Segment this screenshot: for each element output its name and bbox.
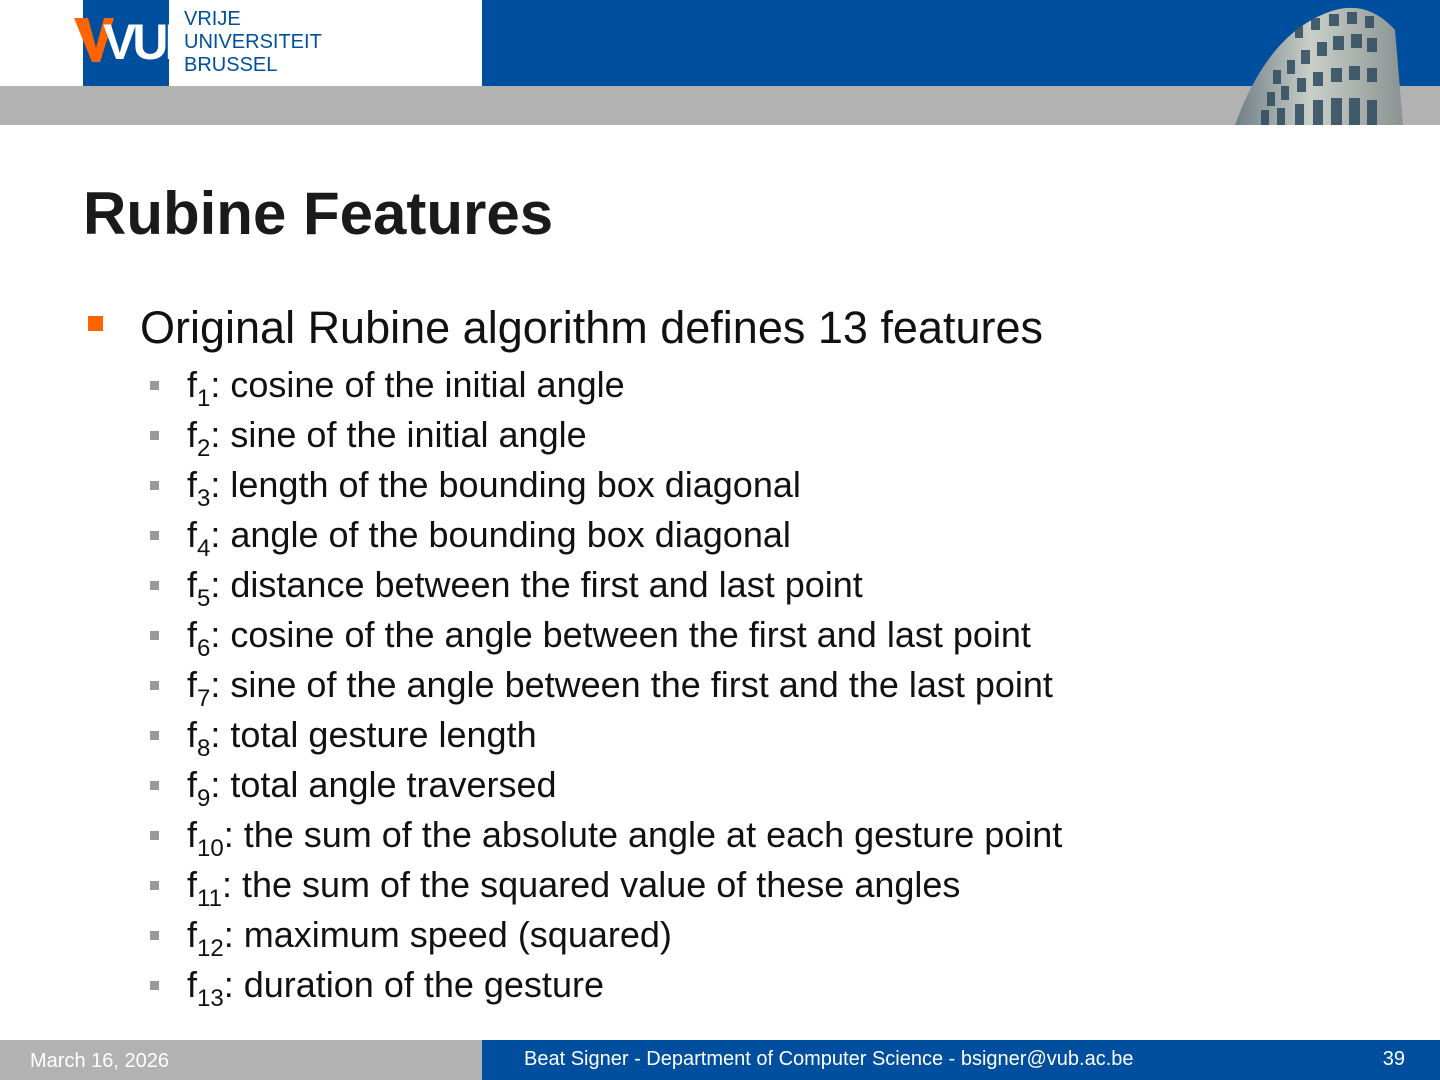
footer-date: March 16, 2026 [30,1050,169,1072]
main-bullet-text: Original Rubine algorithm defines 13 features [140,302,1044,353]
feature-description: : total gesture length [210,714,537,755]
feature-symbol: f [187,364,198,405]
feature-symbol: f [187,914,198,955]
feature-description: : the sum of the absolute angle at each gesture point [223,814,1063,855]
feature-symbol: f [187,864,198,905]
page-number: 39 [1382,1048,1405,1070]
gray-bullet-icon [150,781,159,790]
university-name-line: VRIJE [184,8,241,30]
feature-description: : sine of the initial angle [210,414,587,455]
gray-bullet-icon [150,831,159,840]
feature-text [187,814,1063,862]
feature-index: 5 [197,585,211,612]
gray-bullet-icon [150,431,159,440]
feature-description: : length of the bounding box diagonal [210,464,801,505]
slide-title: Rubine Features [83,180,554,247]
university-name-line: BRUSSEL [184,54,278,76]
feature-description: : total angle traversed [210,764,557,805]
gray-bullet-icon [150,381,159,390]
gray-bullet-icon [150,481,159,490]
feature-text [187,664,1053,712]
feature-index: 1 [197,385,211,412]
feature-symbol: f [187,964,198,1005]
feature-index: 3 [197,485,211,512]
feature-description: : distance between the first and last point [210,564,863,605]
feature-symbol: f [187,414,198,455]
feature-description: : sine of the angle between the first and the last point [210,664,1053,705]
feature-symbol: f [187,664,198,705]
feature-index: 10 [197,835,224,862]
feature-index: 2 [197,435,211,462]
feature-text [187,364,625,412]
feature-symbol: f [187,714,198,755]
feature-description: : maximum speed (squared) [223,914,672,955]
university-name [184,8,322,77]
feature-text [187,614,1031,662]
footer-author: Beat Signer - Department of Computer Science - bsigner@vub.ac.be [524,1048,1134,1070]
feature-text [187,964,604,1012]
vub-logo [0,0,482,86]
feature-description: : duration of the gesture [223,964,604,1005]
gray-bullet-icon [150,981,159,990]
vub-logo-letters: VUB [103,14,197,70]
building-photo [1215,0,1425,125]
gray-bullet-icon [150,531,159,540]
feature-symbol: f [187,464,198,505]
feature-symbol: f [187,614,198,655]
feature-index: 11 [197,885,222,912]
feature-symbol: f [187,764,198,805]
feature-description: : cosine of the angle between the first and last point [210,614,1031,655]
feature-index: 7 [197,685,211,712]
feature-text [187,864,961,912]
feature-text [187,514,791,562]
feature-index: 12 [197,935,224,962]
feature-symbol: f [187,514,198,555]
gray-bullet-icon [150,681,159,690]
feature-text [187,464,801,512]
gray-bullet-icon [150,731,159,740]
vub-logo-mark [83,0,197,86]
feature-index: 6 [197,635,211,662]
feature-index: 13 [197,985,224,1012]
gray-bullet-icon [150,881,159,890]
feature-index: 9 [197,785,211,812]
gray-bullet-icon [150,631,159,640]
feature-description: : angle of the bounding box diagonal [210,514,791,555]
feature-text [187,914,672,962]
feature-text [187,764,557,812]
feature-text [187,414,587,462]
feature-index: 4 [197,535,211,562]
feature-text [187,564,863,612]
feature-symbol: f [187,564,198,605]
gray-bullet-icon [150,931,159,940]
university-name-line: UNIVERSITEIT [184,31,322,53]
feature-description: : cosine of the initial angle [210,364,625,405]
feature-text [187,714,537,762]
gray-bullet-icon [150,581,159,590]
feature-symbol: f [187,814,198,855]
feature-index: 8 [197,735,211,762]
feature-description: : the sum of the squared value of these angles [221,864,961,905]
orange-bullet-icon [88,316,103,331]
